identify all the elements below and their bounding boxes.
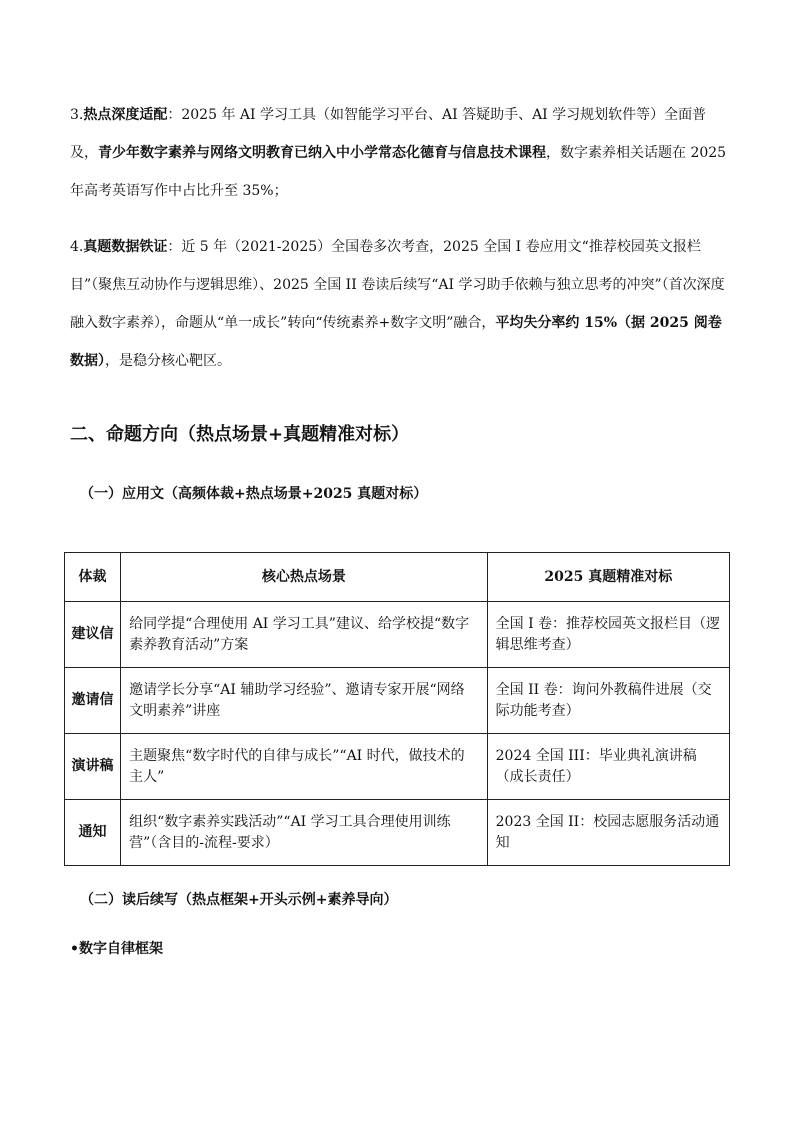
point-text-end: ，数字素养相关话题在 2025 年高考英语写作中占比升至 35%；	[70, 145, 727, 199]
table-cell-exam: 全国 II 卷：询问外教稿件进展（交际功能考查）	[487, 668, 729, 734]
table-header-scenario: 核心热点场景	[121, 553, 488, 602]
table-cell-scenario: 给同学提“合理使用 AI 学习工具”建议、给学校提“数字素养教育活动”方案	[121, 602, 488, 668]
subsection-title-continuation-writing: （二）读后续写（热点框架+开头示例+素养导向）	[80, 892, 398, 908]
section-title: 二、命题方向（热点场景+真题精准对标）	[70, 424, 410, 445]
point-3	[70, 96, 730, 210]
table-header-exam: 2025 真题精准对标	[487, 553, 729, 602]
table-header-row	[65, 553, 730, 602]
point-number: 3.	[70, 107, 84, 123]
table-cell-genre: 邀请信	[65, 668, 121, 734]
table-cell-scenario: 邀请学长分享“AI 辅助学习经验”、邀请专家开展“网络文明素养”讲座	[121, 668, 488, 734]
point-4	[70, 228, 730, 380]
point-text-end: ，是稳分核心靶区。	[105, 353, 231, 369]
table-header-genre: 体裁	[65, 553, 121, 602]
genre-table	[64, 552, 730, 866]
point-bold-text: 青少年数字素养与网络文明教育已纳入中小学常态化德育与信息技术课程	[98, 145, 546, 161]
table-row	[65, 668, 730, 734]
point-text: 2025 年 AI 学习工具（如智能学习平台、AI 答疑助手、AI 学习规划软件等）全面普及，	[70, 107, 707, 161]
table-row	[65, 602, 730, 668]
point-text: 近 5 年（2021-2025）全国卷多次考查，2025 全国 I 卷应用文“推荐校园英文报栏目”（聚焦互动协作与逻辑思维）、2025 全国 II 卷读后续写“AI 学习助手依赖与独立思考的冲突”（首次深度融入数字素养），命题从“单一成长”转向“传统素养+数字文明”融合，	[70, 239, 725, 331]
table-cell-exam: 2024 全国 III：毕业典礼演讲稿（成长责任）	[487, 734, 729, 800]
table-row	[65, 734, 730, 800]
table-cell-scenario: 主题聚焦“数字时代的自律与成长”“AI 时代，做技术的主人”	[121, 734, 488, 800]
point-sep: ：	[167, 239, 182, 255]
table-cell-scenario: 组织“数字素养实践活动”“AI 学习工具合理使用训练营”（含目的-流程-要求）	[121, 800, 488, 866]
table-cell-exam: 全国 I 卷：推荐校园英文报栏目（逻辑思维考查）	[487, 602, 729, 668]
table-cell-exam: 2023 全国 II：校园志愿服务活动通知	[487, 800, 729, 866]
point-lead: 热点深度适配	[83, 107, 168, 123]
table-cell-genre: 建议信	[65, 602, 121, 668]
point-sep: ：	[167, 107, 182, 123]
point-bold-text: 平均失分率约 15%（据 2025 阅卷数据）	[70, 315, 722, 369]
table-row	[65, 800, 730, 866]
point-lead: 真题数据铁证	[83, 239, 168, 255]
subsection-title-applied-writing: （一）应用文（高频体裁+热点场景+2025 真题对标）	[80, 486, 428, 502]
table-cell-genre: 通知	[65, 800, 121, 866]
point-number: 4.	[70, 239, 84, 255]
table-cell-genre: 演讲稿	[65, 734, 121, 800]
bullet-item: •数字自律框架	[70, 941, 163, 957]
